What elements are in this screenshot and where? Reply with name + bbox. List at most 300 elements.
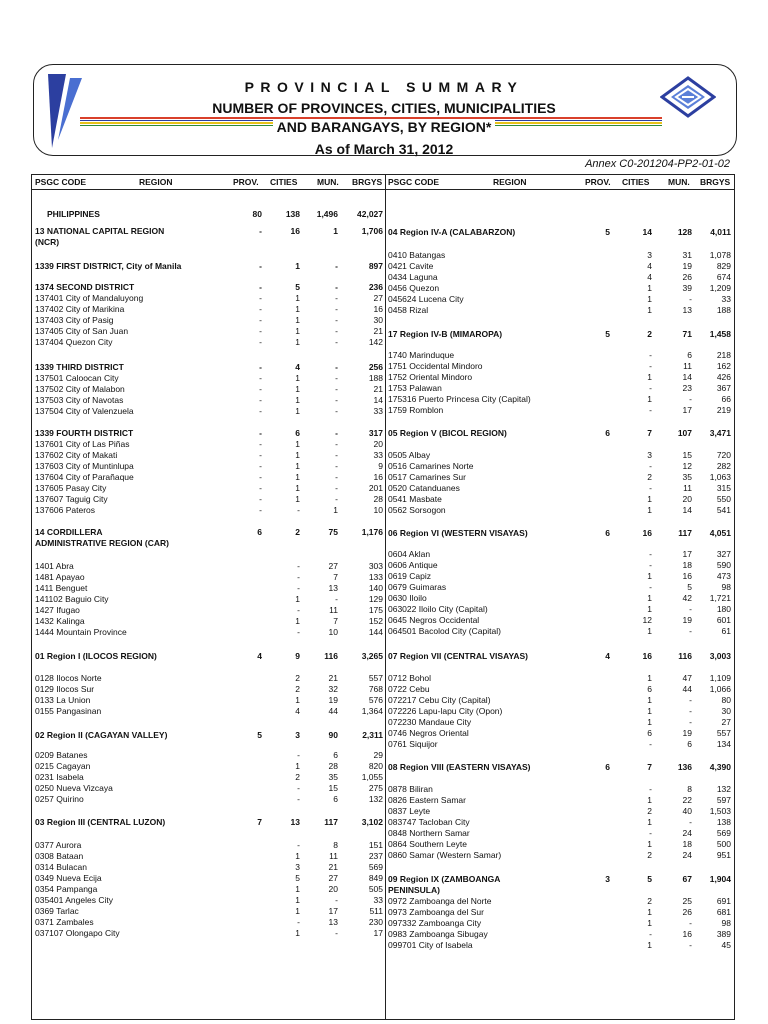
cell-brgys: 1,706 bbox=[361, 226, 383, 236]
cell-cities: 4 bbox=[647, 261, 652, 271]
cell-mun: - bbox=[689, 918, 692, 928]
annex-code: Annex C0-201204-PP2-01-02 bbox=[585, 158, 730, 170]
cell-cities: 5 bbox=[295, 282, 300, 292]
cell-brgys: 303 bbox=[368, 561, 383, 571]
cell-mun: 6 bbox=[687, 350, 692, 360]
cell-cities: - bbox=[297, 572, 300, 582]
cell-mun: 117 bbox=[678, 528, 692, 538]
table-row-label: 0562 Sorsogon bbox=[388, 505, 446, 515]
cell-mun: - bbox=[689, 817, 692, 827]
cell-prov: 5 bbox=[605, 227, 610, 237]
cell-mun: 21 bbox=[328, 862, 338, 872]
table-row-label: 1339 FIRST DISTRICT, City of Manila bbox=[35, 261, 182, 271]
table-row-label: 137602 City of Makati bbox=[35, 450, 118, 460]
table-row-label: (NCR) bbox=[35, 237, 60, 247]
cell-cities: - bbox=[297, 783, 300, 793]
cell-brgys: 16 bbox=[373, 304, 383, 314]
cell-mun: 16 bbox=[682, 929, 692, 939]
cell-brgys: 1,364 bbox=[361, 706, 383, 716]
cell-mun: 1 bbox=[333, 505, 338, 515]
cell-mun: 8 bbox=[687, 784, 692, 794]
cell-prov: - bbox=[259, 226, 262, 236]
cell-brgys: 315 bbox=[716, 483, 731, 493]
cell-mun: - bbox=[689, 394, 692, 404]
cell-mun: - bbox=[689, 604, 692, 614]
cell-mun: 16 bbox=[682, 571, 692, 581]
cell-mun: 28 bbox=[328, 761, 338, 771]
cell-mun: 117 bbox=[324, 817, 338, 827]
cell-mun: 10 bbox=[328, 627, 338, 637]
report-title: PROVINCIAL SUMMARY bbox=[244, 79, 524, 95]
cell-mun: - bbox=[335, 483, 338, 493]
cell-brgys: 569 bbox=[368, 862, 383, 872]
cell-cities: 1 bbox=[647, 283, 652, 293]
table-row-label: 137404 Quezon City bbox=[35, 337, 113, 347]
right-header-prov: PROV. bbox=[585, 177, 611, 187]
cell-mun: - bbox=[335, 439, 338, 449]
cell-brgys: 144 bbox=[368, 627, 383, 637]
cell-cities: 5 bbox=[295, 873, 300, 883]
table-row-label: 0972 Zamboanga del Norte bbox=[388, 896, 492, 906]
cell-cities: 1 bbox=[295, 450, 300, 460]
table-row-label: 0215 Cagayan bbox=[35, 761, 91, 771]
cell-prov: 6 bbox=[605, 762, 610, 772]
cell-cities: 1 bbox=[295, 395, 300, 405]
cell-cities: 1 bbox=[647, 907, 652, 917]
table-row-label: 137604 City of Parañaque bbox=[35, 472, 134, 482]
table-row-label: 0864 Southern Leyte bbox=[388, 839, 467, 849]
cell-cities: 1 bbox=[295, 315, 300, 325]
table-row-label: 0712 Bohol bbox=[388, 673, 432, 683]
cell-cities: - bbox=[649, 739, 652, 749]
cell-mun: - bbox=[335, 594, 338, 604]
table-row-label: 0377 Aurora bbox=[35, 840, 82, 850]
cell-brgys: 66 bbox=[721, 394, 731, 404]
cell-prov: - bbox=[259, 373, 262, 383]
cell-cities: 14 bbox=[642, 227, 652, 237]
cell-cities: 1 bbox=[295, 895, 300, 905]
cell-brgys: 1,176 bbox=[361, 527, 383, 537]
cell-cities: 12 bbox=[642, 615, 652, 625]
cell-mun: 26 bbox=[682, 907, 692, 917]
cell-cities: 1 bbox=[295, 337, 300, 347]
cell-brgys: 230 bbox=[368, 917, 383, 927]
cell-mun: 17 bbox=[682, 405, 692, 415]
cell-cities: 16 bbox=[642, 528, 652, 538]
cell-mun: - bbox=[689, 695, 692, 705]
cell-mun: - bbox=[335, 315, 338, 325]
cell-mun: 17 bbox=[682, 549, 692, 559]
table-row-label: 0983 Zamboanga Sibugay bbox=[388, 929, 488, 939]
cell-brgys: 4,011 bbox=[710, 227, 731, 237]
cell-mun: - bbox=[335, 472, 338, 482]
cell-cities: 1 bbox=[295, 406, 300, 416]
table-row-label: 137501 Caloocan City bbox=[35, 373, 119, 383]
cell-cities: 2 bbox=[295, 527, 300, 537]
cell-brgys: 80 bbox=[721, 695, 731, 705]
cell-mun: 71 bbox=[682, 329, 692, 339]
left-header-brgys: BRGYS bbox=[352, 177, 383, 187]
cell-cities: 2 bbox=[647, 472, 652, 482]
cell-cities: 6 bbox=[295, 428, 300, 438]
cell-cities: 1 bbox=[295, 851, 300, 861]
right-header-mun: MUN. bbox=[668, 177, 690, 187]
cell-brgys: 33 bbox=[721, 294, 731, 304]
cell-cities: 1 bbox=[295, 384, 300, 394]
cell-cities: 1 bbox=[647, 626, 652, 636]
cell-brgys: 849 bbox=[368, 873, 383, 883]
cell-mun: 31 bbox=[682, 250, 692, 260]
table-row-label: 0837 Leyte bbox=[388, 806, 431, 816]
cell-brgys: 691 bbox=[716, 896, 731, 906]
cell-cities: 1 bbox=[295, 594, 300, 604]
cell-brgys: 21 bbox=[373, 384, 383, 394]
cell-mun: - bbox=[335, 362, 338, 372]
cell-brgys: 557 bbox=[716, 728, 731, 738]
cell-prov: 7 bbox=[257, 817, 262, 827]
cell-cities: 2 bbox=[647, 329, 652, 339]
cell-mun: 20 bbox=[682, 494, 692, 504]
table-row-label: 06 Region VI (WESTERN VISAYAS) bbox=[388, 528, 528, 538]
table-row-label: 137402 City of Marikina bbox=[35, 304, 125, 314]
cell-cities: - bbox=[297, 917, 300, 927]
cell-mun: 35 bbox=[328, 772, 338, 782]
table-row-label: 037107 Olongapo City bbox=[35, 928, 120, 938]
cell-cities: 3 bbox=[647, 250, 652, 260]
cell-cities: 7 bbox=[647, 762, 652, 772]
table-row-label: 099701 City of Isabela bbox=[388, 940, 473, 950]
left-header-psgc: PSGC CODE bbox=[35, 177, 87, 187]
cell-brgys: 681 bbox=[716, 907, 731, 917]
cell-brgys: 21 bbox=[373, 326, 383, 336]
cell-cities: 1 bbox=[647, 717, 652, 727]
cell-brgys: 505 bbox=[368, 884, 383, 894]
table-row-label: 1481 Apayao bbox=[35, 572, 85, 582]
cell-mun: 75 bbox=[328, 527, 338, 537]
table-row-label: 045624 Lucena City bbox=[388, 294, 464, 304]
cell-brgys: 1,458 bbox=[709, 329, 731, 339]
cell-cities: - bbox=[649, 560, 652, 570]
table-row-label: 03 Region III (CENTRAL LUZON) bbox=[35, 817, 166, 827]
cell-brgys: 188 bbox=[716, 305, 731, 315]
cell-brgys: 367 bbox=[716, 383, 731, 393]
cell-cities: 1 bbox=[295, 261, 300, 271]
right-header-region: REGION bbox=[493, 177, 527, 187]
cell-brgys: 10 bbox=[373, 505, 383, 515]
cell-mun: 7 bbox=[333, 572, 338, 582]
table-row-label: 01 Region I (ILOCOS REGION) bbox=[35, 651, 157, 661]
table-row-label: 137601 City of Las Piñas bbox=[35, 439, 130, 449]
cell-brgys: 152 bbox=[368, 616, 383, 626]
cell-cities: 2 bbox=[295, 673, 300, 683]
cell-cities: - bbox=[649, 361, 652, 371]
cell-mun: 128 bbox=[677, 227, 692, 237]
cell-mun: 1 bbox=[333, 226, 338, 236]
cell-cities: - bbox=[649, 483, 652, 493]
cell-mun: 21 bbox=[328, 673, 338, 683]
table-row-label: 083747 Tacloban City bbox=[388, 817, 470, 827]
cell-mun: 23 bbox=[682, 383, 692, 393]
cell-prov: - bbox=[259, 304, 262, 314]
table-row-label: 0349 Nueva Ecija bbox=[35, 873, 102, 883]
cell-prov: - bbox=[259, 337, 262, 347]
cell-brgys: 601 bbox=[716, 615, 731, 625]
cell-brgys: 151 bbox=[368, 840, 383, 850]
table-row-label: 1759 Romblon bbox=[388, 405, 444, 415]
cell-brgys: 256 bbox=[368, 362, 383, 372]
table-row-label: 0517 Camarines Sur bbox=[388, 472, 466, 482]
cell-mun: 17 bbox=[328, 906, 338, 916]
table-row-label: 137503 City of Navotas bbox=[35, 395, 124, 405]
cell-mun: - bbox=[335, 293, 338, 303]
cell-cities: 1 bbox=[295, 928, 300, 938]
cell-brgys: 3,265 bbox=[361, 651, 383, 661]
cell-mun: 6 bbox=[333, 750, 338, 760]
table-row-label: 0973 Zamboanga del Sur bbox=[388, 907, 484, 917]
table-row-label: 04 Region IV-A (CALABARZON) bbox=[388, 227, 516, 237]
cell-mun: 20 bbox=[328, 884, 338, 894]
table-row-label: 0630 Iloilo bbox=[388, 593, 427, 603]
cell-brgys: 1,503 bbox=[709, 806, 731, 816]
report-subtitle-line2: AND BARANGAYS, BY REGION* bbox=[0, 119, 768, 135]
cell-mun: 6 bbox=[333, 794, 338, 804]
cell-mun: - bbox=[335, 406, 338, 416]
cell-brgys: 140 bbox=[368, 583, 383, 593]
cell-brgys: 820 bbox=[368, 761, 383, 771]
cell-brgys: 1,063 bbox=[709, 472, 731, 482]
cell-cities: 1 bbox=[295, 761, 300, 771]
cell-cities: 16 bbox=[290, 226, 300, 236]
cell-brgys: 500 bbox=[716, 839, 731, 849]
table-row-label: 1753 Palawan bbox=[388, 383, 442, 393]
cell-brgys: 98 bbox=[721, 918, 731, 928]
cell-cities: 1 bbox=[647, 394, 652, 404]
cell-mun: - bbox=[335, 373, 338, 383]
cell-mun: - bbox=[689, 626, 692, 636]
cell-brgys: 30 bbox=[721, 706, 731, 716]
table-row-label: 064501 Bacolod City (Capital) bbox=[388, 626, 501, 636]
table-row-label: 0128 Ilocos Norte bbox=[35, 673, 102, 683]
cell-cities: - bbox=[649, 383, 652, 393]
table-row-label: 0604 Aklan bbox=[388, 549, 431, 559]
table-row-label: 13 NATIONAL CAPITAL REGION bbox=[35, 226, 165, 236]
table-row-label: 0371 Zambales bbox=[35, 917, 94, 927]
cell-prov: - bbox=[259, 362, 262, 372]
cell-brgys: 897 bbox=[368, 261, 383, 271]
cell-cities: 4 bbox=[647, 272, 652, 282]
table-row-label: 072217 Cebu City (Capital) bbox=[388, 695, 491, 705]
cell-cities: 6 bbox=[647, 684, 652, 694]
cell-brgys: 237 bbox=[368, 851, 383, 861]
cell-cities: 1 bbox=[295, 616, 300, 626]
cell-cities: - bbox=[297, 627, 300, 637]
cell-mun: 5 bbox=[687, 582, 692, 592]
cell-brgys: 569 bbox=[716, 828, 731, 838]
left-header-cities: CITIES bbox=[270, 177, 298, 187]
cell-brgys: 218 bbox=[716, 350, 731, 360]
cell-mun: 14 bbox=[682, 372, 692, 382]
cell-prov: 5 bbox=[257, 730, 262, 740]
cell-brgys: 61 bbox=[721, 626, 731, 636]
cell-mun: 7 bbox=[333, 616, 338, 626]
table-row-label: 0516 Camarines Norte bbox=[388, 461, 474, 471]
cell-mun: - bbox=[335, 282, 338, 292]
table-row-label: 0308 Bataan bbox=[35, 851, 84, 861]
cell-cities: - bbox=[297, 750, 300, 760]
cell-prov: - bbox=[259, 282, 262, 292]
cell-brgys: 42,027 bbox=[357, 209, 383, 219]
cell-cities: 4 bbox=[295, 706, 300, 716]
cell-cities: 1 bbox=[647, 372, 652, 382]
cell-cities: - bbox=[649, 350, 652, 360]
cell-cities: 2 bbox=[295, 684, 300, 694]
table-row-label: 141102 Baguio City bbox=[35, 594, 109, 604]
table-row-label: 137502 City of Malabon bbox=[35, 384, 125, 394]
cell-mun: 42 bbox=[682, 593, 692, 603]
table-row-label: 1374 SECOND DISTRICT bbox=[35, 282, 135, 292]
cell-brgys: 327 bbox=[716, 549, 731, 559]
table-row-label: 08 Region VIII (EASTERN VISAYAS) bbox=[388, 762, 531, 772]
cell-brgys: 3,471 bbox=[709, 428, 731, 438]
cell-mun: - bbox=[335, 928, 338, 938]
cell-brgys: 1,066 bbox=[709, 684, 731, 694]
table-row-label: 07 Region VII (CENTRAL VISAYAS) bbox=[388, 651, 528, 661]
cell-mun: 107 bbox=[677, 428, 692, 438]
cell-brgys: 180 bbox=[716, 604, 731, 614]
cell-brgys: 4,390 bbox=[709, 762, 731, 772]
cell-mun: - bbox=[335, 384, 338, 394]
table-row-label: 1740 Marinduque bbox=[388, 350, 455, 360]
cell-prov: - bbox=[259, 461, 262, 471]
table-row-label: 137603 City of Muntinlupa bbox=[35, 461, 134, 471]
cell-cities: 1 bbox=[295, 472, 300, 482]
table-row-label: 14 CORDILLERA bbox=[35, 527, 103, 537]
cell-prov: - bbox=[259, 315, 262, 325]
cell-brgys: 597 bbox=[716, 795, 731, 805]
cell-mun: 136 bbox=[677, 762, 692, 772]
cell-mun: 19 bbox=[682, 615, 692, 625]
cell-mun: 67 bbox=[682, 874, 692, 884]
table-row-label: 1427 Ifugao bbox=[35, 605, 80, 615]
cell-cities: 1 bbox=[647, 305, 652, 315]
cell-brgys: 3,003 bbox=[709, 651, 731, 661]
cell-cities: 1 bbox=[647, 918, 652, 928]
cell-mun: 19 bbox=[682, 728, 692, 738]
cell-prov: 5 bbox=[605, 329, 610, 339]
cell-mun: - bbox=[689, 717, 692, 727]
cell-cities: 1 bbox=[647, 604, 652, 614]
cell-cities: 2 bbox=[647, 850, 652, 860]
table-row-label: 0133 La Union bbox=[35, 695, 91, 705]
cell-cities: 1 bbox=[295, 906, 300, 916]
cell-brgys: 9 bbox=[378, 461, 383, 471]
cell-prov: 4 bbox=[605, 651, 610, 661]
cell-prov: 6 bbox=[605, 428, 610, 438]
left-header-mun: MUN. bbox=[317, 177, 339, 187]
cell-prov: - bbox=[259, 428, 262, 438]
cell-brgys: 557 bbox=[368, 673, 383, 683]
cell-mun: - bbox=[335, 337, 338, 347]
cell-cities: 1 bbox=[647, 494, 652, 504]
cell-mun: 1,496 bbox=[316, 209, 338, 219]
table-row-label: 035401 Angeles City bbox=[35, 895, 113, 905]
table-row-label: 175316 Puerto Princesa City (Capital) bbox=[388, 394, 531, 404]
cell-brgys: 1,721 bbox=[709, 593, 731, 603]
cell-mun: 44 bbox=[328, 706, 338, 716]
table-row-label: 097332 Zamboanga City bbox=[388, 918, 482, 928]
table-row-label: 0231 Isabela bbox=[35, 772, 84, 782]
table-row-label: 0434 Laguna bbox=[388, 272, 438, 282]
table-row-label: 0679 Guimaras bbox=[388, 582, 447, 592]
cell-mun: 18 bbox=[682, 839, 692, 849]
cell-brgys: 33 bbox=[373, 450, 383, 460]
cell-brgys: 768 bbox=[368, 684, 383, 694]
cell-cities: 1 bbox=[295, 695, 300, 705]
cell-cities: 1 bbox=[295, 439, 300, 449]
cell-cities: - bbox=[649, 405, 652, 415]
cell-mun: 26 bbox=[682, 272, 692, 282]
cell-brgys: 720 bbox=[716, 450, 731, 460]
cell-cities: 1 bbox=[295, 326, 300, 336]
cell-brgys: 27 bbox=[721, 717, 731, 727]
cell-cities: 1 bbox=[647, 593, 652, 603]
cell-mun: 39 bbox=[682, 283, 692, 293]
table-row-label: 0421 Cavite bbox=[388, 261, 434, 271]
table-row-label: 1751 Occidental Mindoro bbox=[388, 361, 483, 371]
cell-mun: 15 bbox=[328, 783, 338, 793]
cell-mun: 116 bbox=[324, 651, 338, 661]
cell-brgys: 4,051 bbox=[709, 528, 731, 538]
left-header-prov: PROV. bbox=[233, 177, 259, 187]
cell-mun: 12 bbox=[682, 461, 692, 471]
table-row-label: 0505 Albay bbox=[388, 450, 431, 460]
table-row-label: 0410 Batangas bbox=[388, 250, 446, 260]
cell-brgys: 45 bbox=[721, 940, 731, 950]
cell-brgys: 129 bbox=[368, 594, 383, 604]
table-row-label: 1432 Kalinga bbox=[35, 616, 85, 626]
table-row-label: 0520 Catanduanes bbox=[388, 483, 460, 493]
cell-prov: - bbox=[259, 261, 262, 271]
cell-cities: 1 bbox=[295, 373, 300, 383]
cell-mun: - bbox=[335, 461, 338, 471]
table-row-label: 1444 Mountain Province bbox=[35, 627, 127, 637]
cell-cities: 3 bbox=[647, 450, 652, 460]
cell-brgys: 1,109 bbox=[709, 673, 731, 683]
cell-cities: - bbox=[649, 929, 652, 939]
cell-cities: - bbox=[297, 505, 300, 515]
cell-brgys: 1,209 bbox=[709, 283, 731, 293]
table-row-label: 1339 THIRD DISTRICT bbox=[35, 362, 124, 372]
cell-brgys: 1,078 bbox=[709, 250, 731, 260]
cell-brgys: 590 bbox=[716, 560, 731, 570]
table-row-label: 0645 Negros Occidental bbox=[388, 615, 480, 625]
cell-cities: - bbox=[297, 605, 300, 615]
left-header-region: REGION bbox=[139, 177, 173, 187]
table-row-label: 137605 Pasay City bbox=[35, 483, 107, 493]
cell-mun: 35 bbox=[682, 472, 692, 482]
cell-brgys: 674 bbox=[716, 272, 731, 282]
cell-mun: 18 bbox=[682, 560, 692, 570]
table-row-label: 0129 Ilocos Sur bbox=[35, 684, 95, 694]
cell-cities: 1 bbox=[647, 817, 652, 827]
cell-mun: - bbox=[689, 940, 692, 950]
cell-prov: - bbox=[259, 293, 262, 303]
table-row-label: 0860 Samar (Western Samar) bbox=[388, 850, 502, 860]
cell-brgys: 951 bbox=[716, 850, 731, 860]
cell-prov: - bbox=[259, 384, 262, 394]
table-row-label: 0155 Pangasinan bbox=[35, 706, 102, 716]
cell-mun: 13 bbox=[682, 305, 692, 315]
